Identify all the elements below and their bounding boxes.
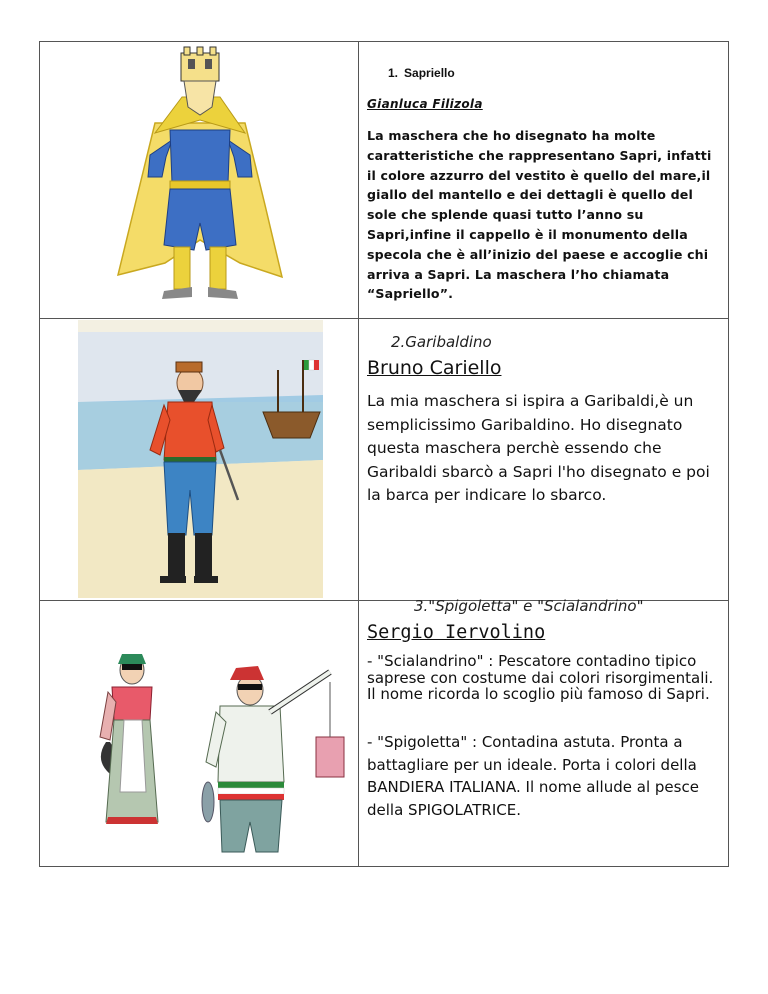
sapriello-drawing (60, 45, 340, 315)
row3-title: 3."Spigoletta" e "Scialandrino" (414, 597, 644, 615)
row2-author: Bruno Cariello (367, 357, 502, 379)
row1-heading (367, 66, 455, 80)
masks-table (39, 41, 729, 867)
column-divider (358, 42, 359, 866)
garibaldino-drawing (78, 320, 323, 598)
row3-paragraph-spigoletta: - "Spigoletta" : Contadina astuta. Pronta a battagliare per un ideale. Porta i colori della BANDIERA ITALIANA. Il nome allude al pesce della SPIGOLATRICE. (367, 733, 699, 819)
row1-number: 1. (388, 66, 399, 80)
row3-author: Sergio Iervolino (367, 622, 546, 643)
row-divider-1 (40, 318, 728, 319)
row1-author: Gianluca Filizola (367, 97, 483, 111)
row2-description: La mia maschera si ispira a Garibaldi,è un semplicissimo Garibaldino. Ho disegnato questa maschera perchè essendo che Garibaldi sbarcò a Sapri l'ho disegnato e poi la barca per indicare lo sbarco. (367, 392, 710, 504)
row2-title: 2.Garibaldino (391, 333, 492, 351)
row1-title: Sapriello (404, 66, 455, 80)
row1-description: La maschera che ho disegnato ha molte caratteristiche che rappresentano Sapri, infatti il colore azzurro del vestito è quello del mare,il giallo del mantello e dei dettagli è quello del sole che splende quasi tutto l’anno su Sapri,infine il cappello è il monumento della specola che è all’inizio del paese e accoglie chi arriva a Sapri. La maschera l’ho chiamata “Sapriello”. (367, 128, 712, 302)
row3-paragraph-scialandrino: - "Scialandrino" : Pescatore contadino tipico saprese con costume dai colori risorgimentali. Il nome ricorda lo scoglio più famoso di Sapri. (367, 652, 714, 703)
spigoletta-scialandrino-drawing (80, 642, 350, 857)
